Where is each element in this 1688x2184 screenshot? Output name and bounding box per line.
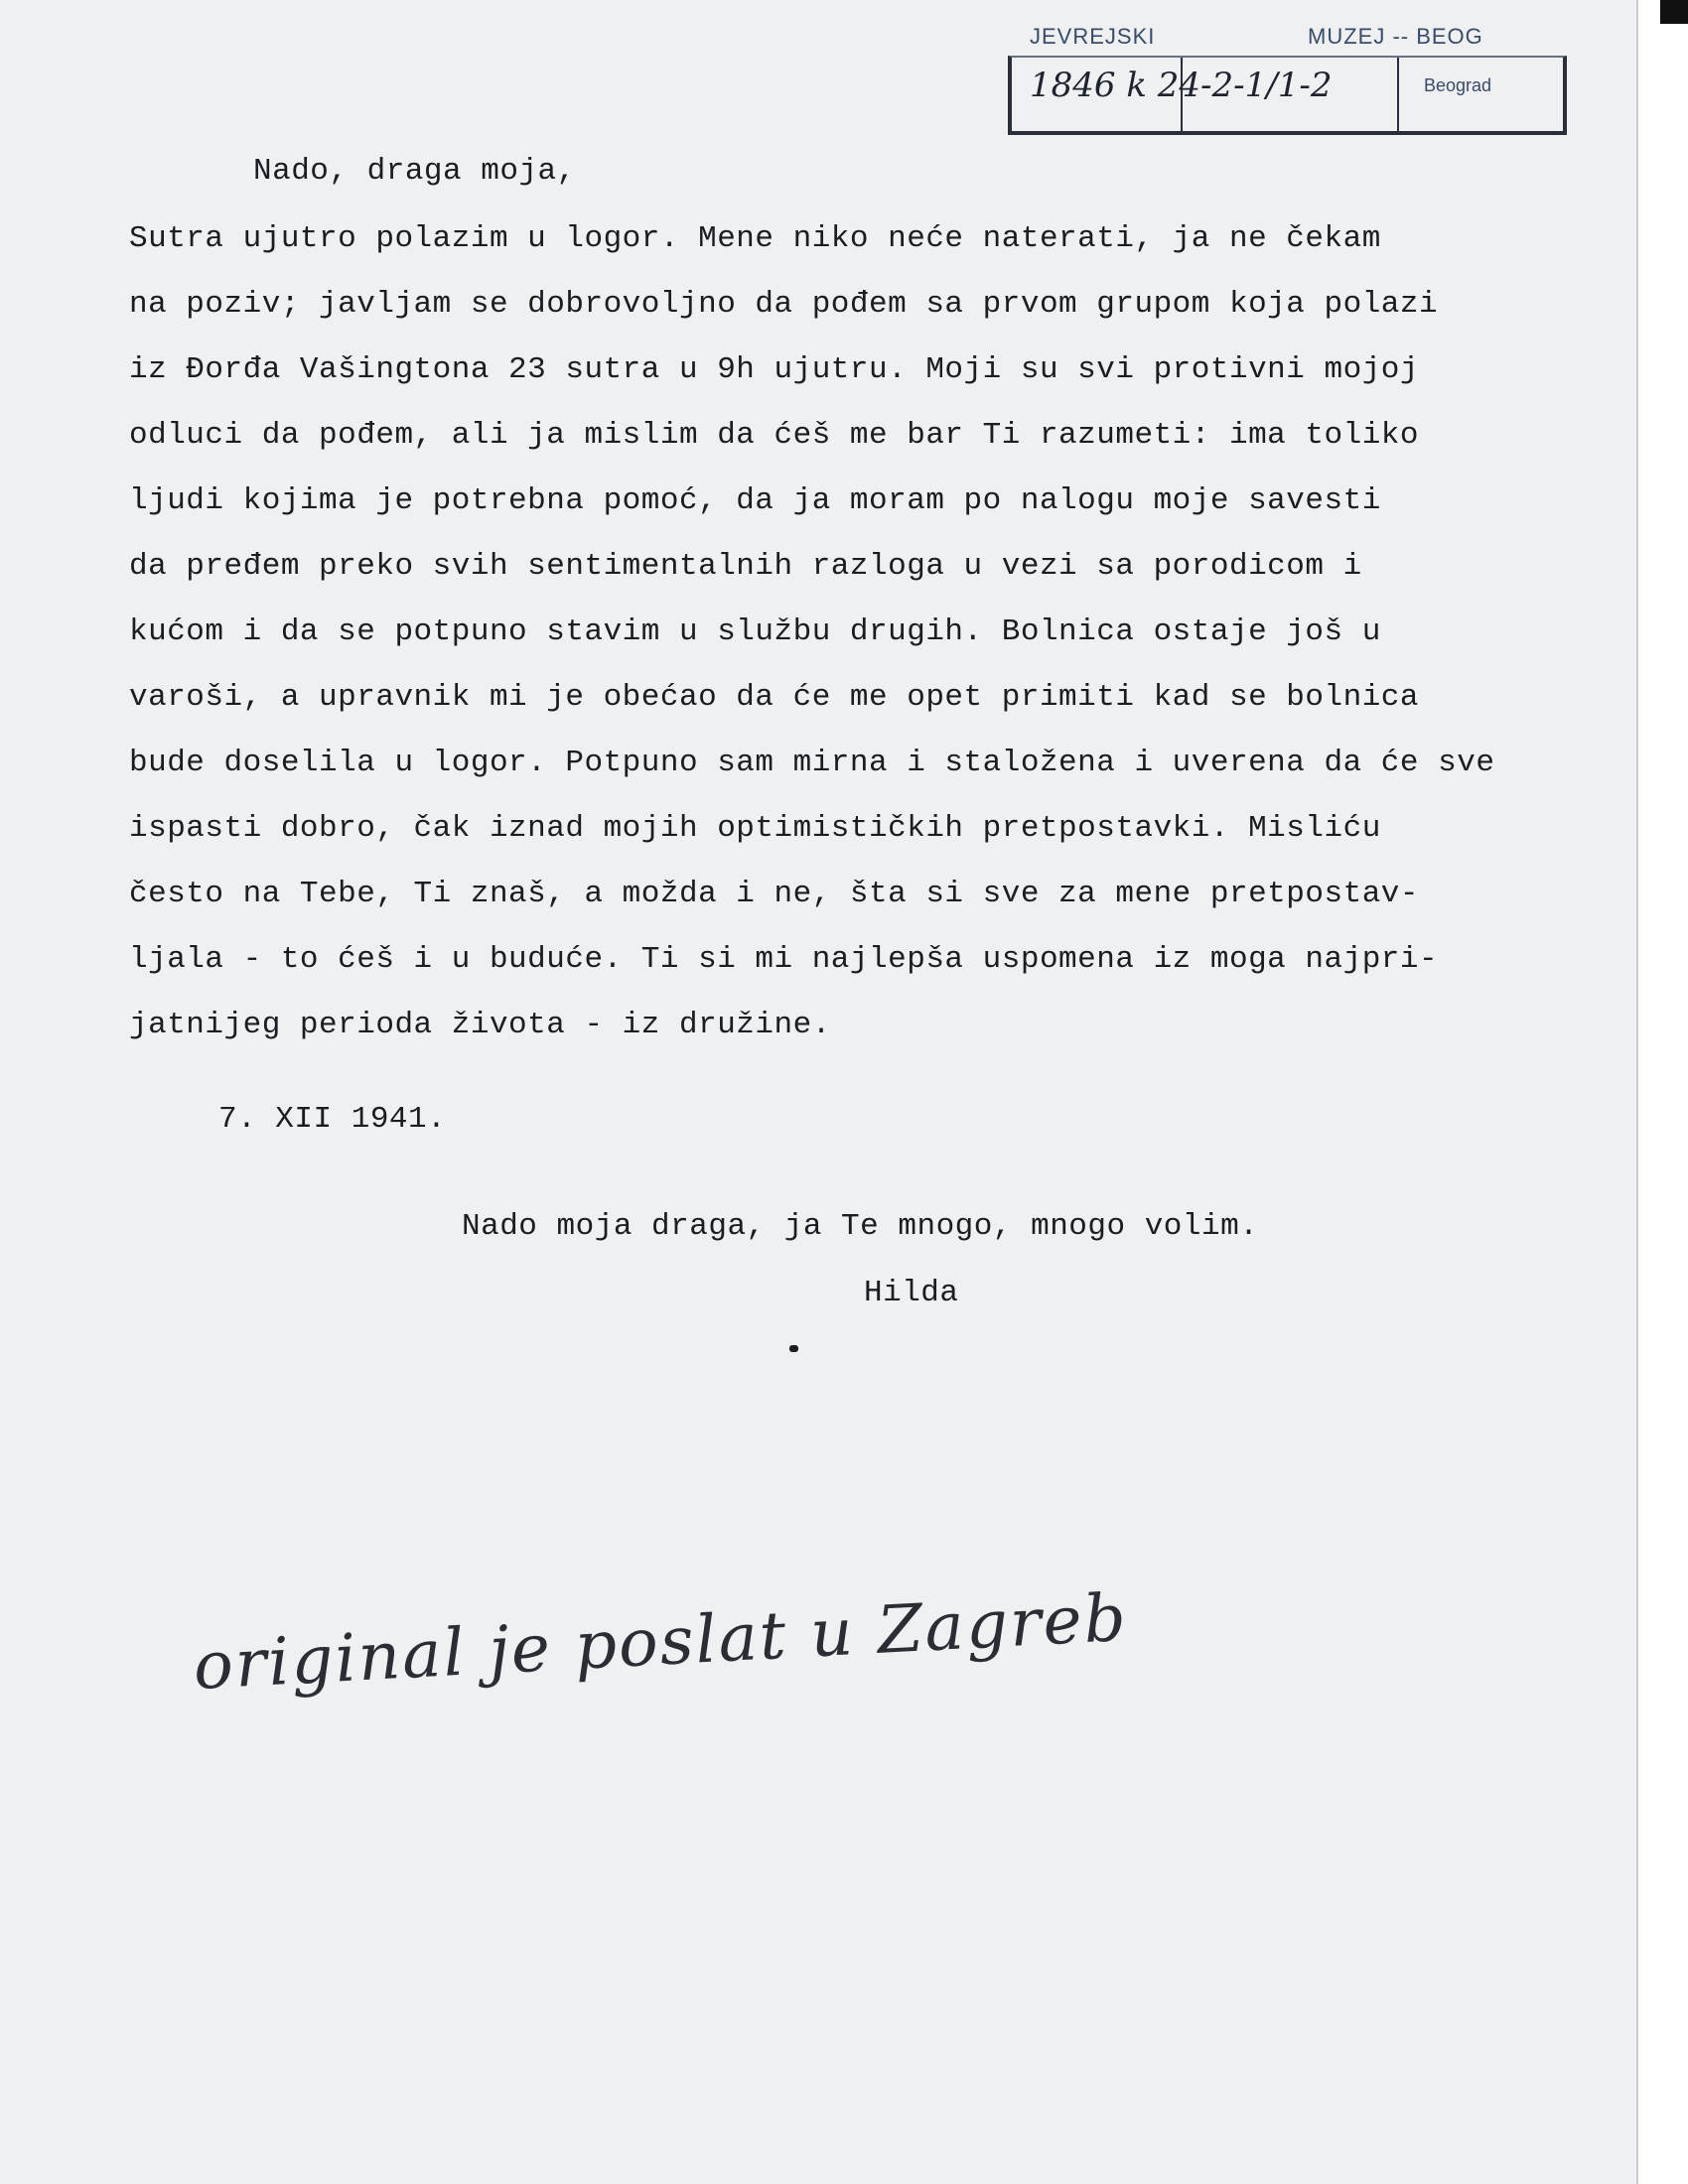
stamp-divider xyxy=(1397,58,1399,131)
letter-signature: Hilda xyxy=(864,1276,959,1310)
handwritten-note: original je poslat u Zagreb xyxy=(191,1578,1130,1705)
scan-margin xyxy=(1660,0,1688,2184)
stamp-signature-label: Beograd xyxy=(1424,75,1492,95)
letter-line: varoši, a upravnik mi je obećao da će me opet primiti kad se bolnica xyxy=(129,680,1420,715)
stamp-box xyxy=(1008,56,1567,135)
scan-corner xyxy=(1660,0,1688,24)
letter-line: ljala - to ćeš i u buduće. Ti si mi najlepša uspomena iz moga najpri- xyxy=(129,942,1439,977)
letter-line: bude doselila u logor. Potpuno sam mirna i staložena i uverena da će sve xyxy=(129,746,1495,780)
letter-line: jatnijeg perioda života - iz družine. xyxy=(129,1008,831,1042)
letter-line: na poziv; javljam se dobrovoljno da pođem sa prvom grupom koja polazi xyxy=(129,287,1439,322)
letter-line: iz Đorđa Vašingtona 23 sutra u 9h ujutru. Moji su svi protivni mojoj xyxy=(129,352,1420,387)
letter-date: 7. XII 1941. xyxy=(218,1102,447,1137)
letter-line: ispasti dobro, čak iznad mojih optimističkih pretpostavki. Misliću xyxy=(129,811,1381,846)
stamp-registry-number: 1846 k 24-2-1/1-2 xyxy=(1030,66,1333,105)
ink-dot xyxy=(789,1345,798,1352)
letter-line: često na Tebe, Ti znaš, a možda i ne, šta si sve za mene pretpostav- xyxy=(129,877,1420,911)
letter-salutation: Nado, draga moja, xyxy=(253,154,576,189)
letter-line: ljudi kojima je potrebna pomoć, da ja moram po nalogu moje savesti xyxy=(129,483,1381,518)
letter-line: kućom i da se potpuno stavim u službu drugih. Bolnica ostaje još u xyxy=(129,614,1381,649)
stamp-title-right: MUZEJ -- BEOG xyxy=(1308,24,1483,49)
stamp-title-left: JEVREJSKI xyxy=(1030,24,1156,49)
letter-line: Sutra ujutro polazim u logor. Mene niko neće naterati, ja ne čekam xyxy=(129,221,1381,256)
letter-line: da pređem preko svih sentimentalnih razloga u vezi sa porodicom i xyxy=(129,549,1362,584)
archive-stamp xyxy=(1008,14,1564,133)
letter-closing: Nado moja draga, ja Te mnogo, mnogo volim. xyxy=(462,1209,1259,1244)
letter-line: odluci da pođem, ali ja mislim da ćeš me bar Ti razumeti: ima toliko xyxy=(129,418,1420,453)
